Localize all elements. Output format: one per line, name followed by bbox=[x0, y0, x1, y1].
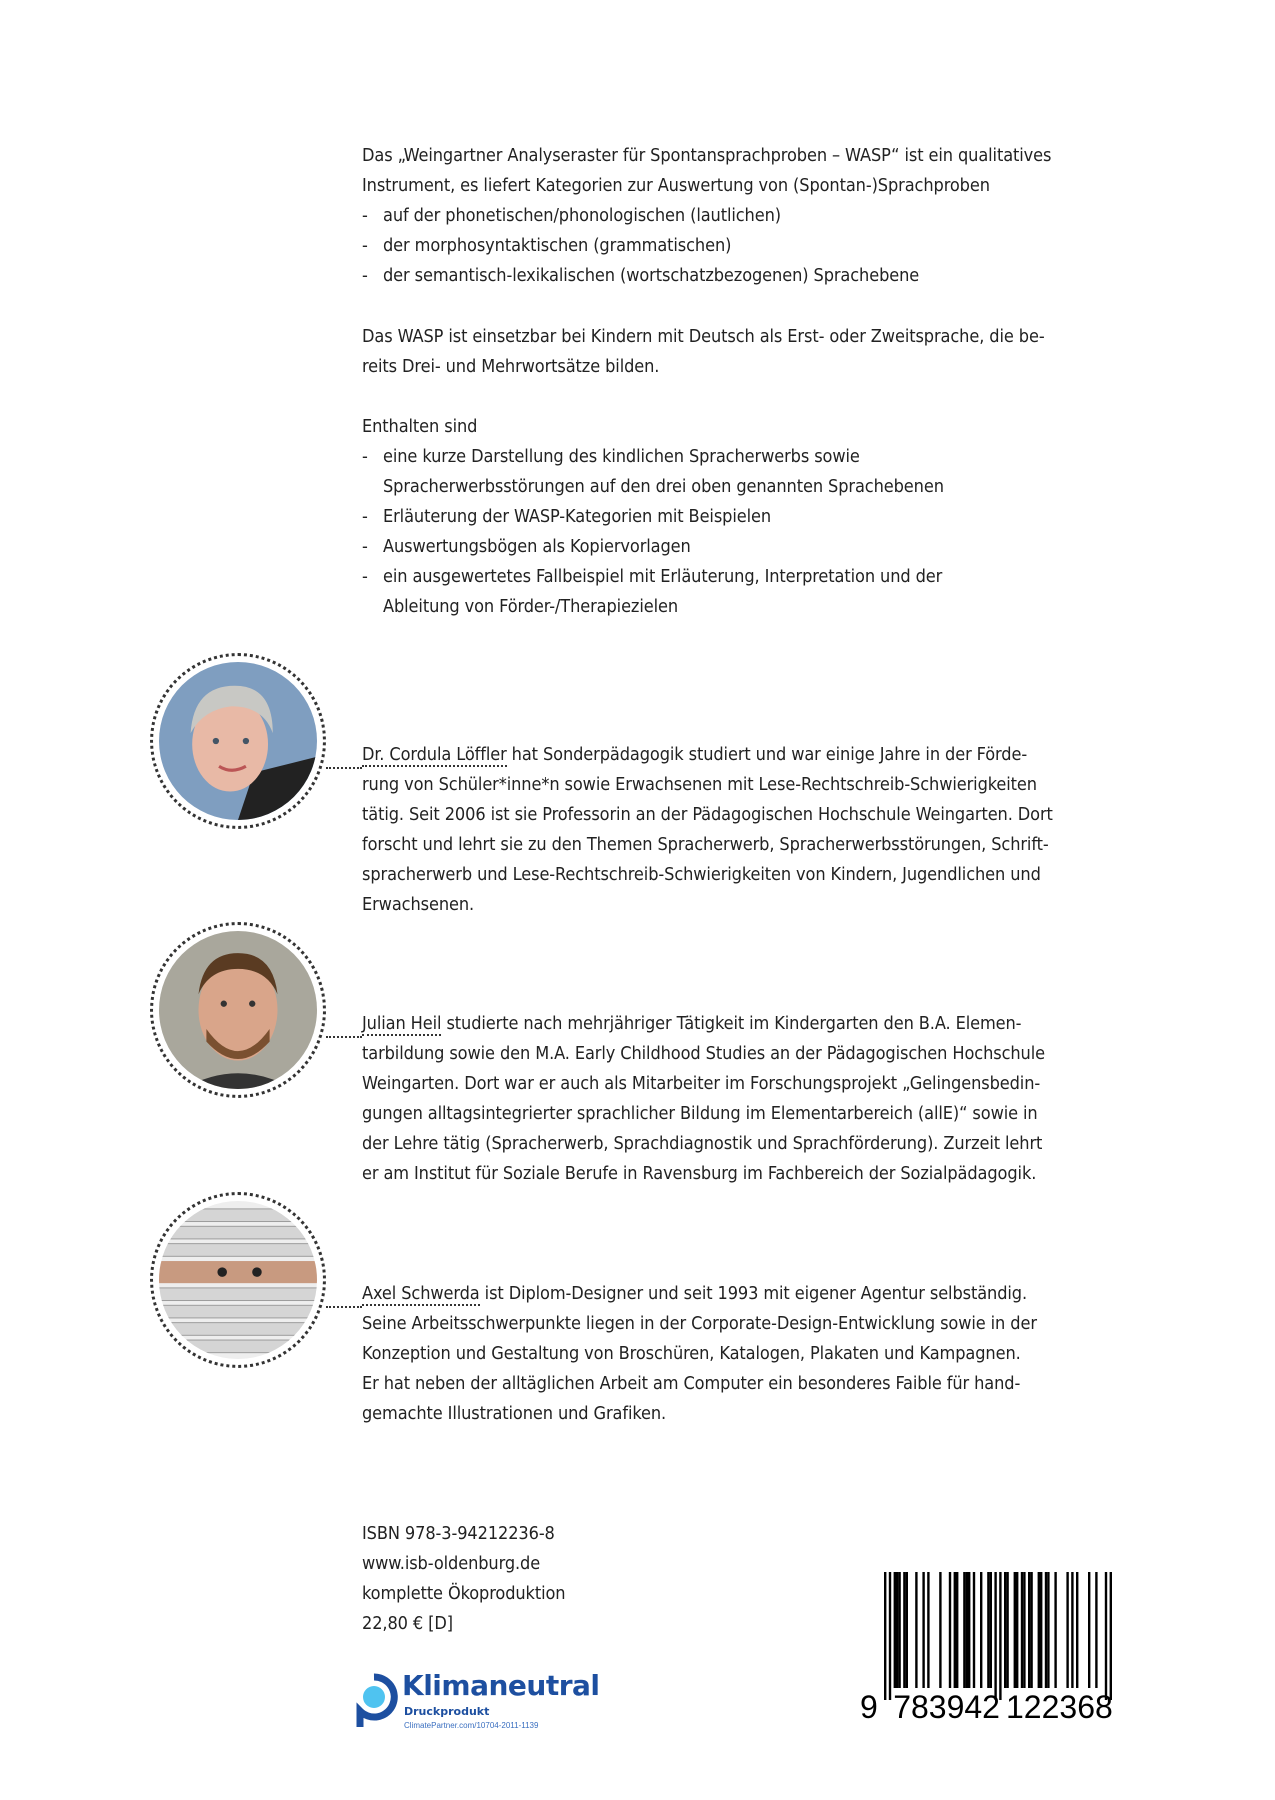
imprint bbox=[362, 1519, 565, 1639]
barcode-bar bbox=[968, 1572, 970, 1688]
isbn-barcode bbox=[858, 1572, 1122, 1722]
author-bio-loeffler bbox=[362, 740, 1053, 920]
barcode-bar bbox=[896, 1572, 898, 1688]
isbn: ISBN 978-3-94212236-8 bbox=[362, 1523, 555, 1544]
author-name: Axel Schwerda bbox=[362, 1283, 480, 1304]
barcode-bar bbox=[1023, 1572, 1025, 1688]
barcode-bar bbox=[987, 1572, 989, 1688]
barcode-digits-right: 122368 bbox=[1006, 1689, 1113, 1722]
connector-line bbox=[326, 1306, 362, 1308]
barcode-digit-first: 9 bbox=[860, 1689, 878, 1722]
barcode-bar bbox=[1038, 1572, 1040, 1688]
barcode-bar bbox=[927, 1572, 929, 1688]
barcode-bar bbox=[884, 1572, 886, 1700]
logo-reference: ClimatePartner.com/10704-2011-1139 bbox=[404, 1721, 539, 1730]
bullet-item: - Auswertungsbögen als Kopiervorlagen bbox=[362, 532, 944, 562]
bullet-item: - Erläuterung der WASP-Kategorien mit Beispielen bbox=[362, 502, 944, 532]
barcode-bar bbox=[898, 1572, 900, 1688]
barcode-bar bbox=[1040, 1572, 1042, 1688]
barcode-bar bbox=[1088, 1572, 1090, 1688]
logo-subtitle: Druckprodukt bbox=[404, 1705, 490, 1718]
bullet-item: - eine kurze Darstellung des kindlichen Spracherwerbs sowie bbox=[362, 442, 944, 472]
barcode-bar bbox=[1071, 1572, 1073, 1688]
barcode-bar bbox=[1047, 1572, 1049, 1688]
text-line: hat Sonderpädagogik studiert und war einige Jahre in der Förde- bbox=[506, 744, 1028, 765]
barcode-bar bbox=[1076, 1572, 1078, 1688]
text-line: gemachte Illustrationen und Grafiken. bbox=[362, 1403, 667, 1424]
author-name: Julian Heil bbox=[362, 1013, 442, 1034]
text-line: gungen alltagsintegrierter sprachlicher Bildung im Elementarbereich (allE)“ sowie in bbox=[362, 1103, 1038, 1124]
barcode-bar bbox=[1110, 1572, 1112, 1700]
text-line: spracherwerb und Lese-Rechtschreib-Schwierigkeiten von Kindern, Jugendlichen und bbox=[362, 864, 1041, 885]
barcode-bar bbox=[980, 1572, 982, 1688]
text-line: studierte nach mehrjähriger Tätigkeit im Kindergarten den B.A. Elemen- bbox=[441, 1013, 1022, 1034]
barcode-bar bbox=[894, 1572, 896, 1688]
author-photo-loeffler bbox=[150, 653, 326, 829]
klimaneutral-logo bbox=[350, 1665, 610, 1745]
text-line: Das WASP ist einsetzbar bei Kindern mit Deutsch als Erst- oder Zweitsprache, die be- bbox=[362, 326, 1045, 347]
text-line: der Lehre tätig (Spracherwerb, Sprachdiagnostik und Sprachförderung). Zurzeit lehrt bbox=[362, 1133, 1043, 1154]
contents-list bbox=[362, 412, 944, 622]
bullet-continuation: Spracherwerbsstörungen auf den drei oben genannten Sprachebenen bbox=[383, 476, 944, 497]
barcode-bar bbox=[922, 1572, 924, 1688]
barcode-bar bbox=[954, 1572, 956, 1688]
text-line: reits Drei- und Mehrwortsätze bilden. bbox=[362, 356, 660, 377]
text-line: forscht und lehrt sie zu den Themen Spracherwerb, Spracherwerbsstörungen, Schrift- bbox=[362, 834, 1049, 855]
barcode-bar bbox=[1045, 1572, 1047, 1688]
barcode-bar bbox=[956, 1572, 958, 1688]
barcode-bar bbox=[1105, 1572, 1107, 1700]
author-name: Dr. Cordula Löffler bbox=[362, 744, 507, 765]
barcode-bar bbox=[1030, 1572, 1032, 1688]
author-photo-heil bbox=[150, 922, 326, 1098]
barcode-bar bbox=[1016, 1572, 1018, 1688]
bullet-continuation: Ableitung von Förder-/Therapiezielen bbox=[383, 596, 679, 617]
text-line: tarbildung sowie den M.A. Early Childhood Studies an der Pädagogischen Hochschule bbox=[362, 1043, 1045, 1064]
barcode-bar bbox=[994, 1572, 996, 1700]
barcode-bar bbox=[889, 1572, 891, 1700]
barcode-bar bbox=[966, 1572, 968, 1688]
barcode-bar bbox=[906, 1572, 908, 1688]
text-line: rung von Schüler*inne*n sowie Erwachsenen mit Lese-Rechtschreib-Schwierigkeiten bbox=[362, 774, 1037, 795]
barcode-bar bbox=[903, 1572, 905, 1688]
intro-paragraph bbox=[362, 141, 1051, 291]
bullet-item: - ein ausgewertetes Fallbeispiel mit Erläuterung, Interpretation und der bbox=[362, 562, 944, 592]
barcode-bar bbox=[1021, 1572, 1023, 1688]
author-bio-schwerda bbox=[362, 1279, 1037, 1429]
usage-paragraph bbox=[362, 322, 1045, 382]
price: 22,80 € [D] bbox=[362, 1613, 453, 1634]
text-line: Weingarten. Dort war er auch als Mitarbeiter im Forschungsprojekt „Gelingensbedin- bbox=[362, 1073, 1041, 1094]
text-line: Das „Weingartner Analyseraster für Spontansprachproben – WASP“ ist ein qualitatives bbox=[362, 145, 1052, 166]
bullet-item: - der semantisch-lexikalischen (wortschatzbezogenen) Sprachebene bbox=[362, 261, 1051, 291]
text-line: Instrument, es liefert Kategorien zur Auswertung von (Spontan-)Sprachproben bbox=[362, 175, 990, 196]
connector-line bbox=[326, 1036, 362, 1038]
barcode-bar bbox=[1028, 1572, 1030, 1688]
barcode-bar bbox=[1014, 1572, 1016, 1688]
barcode-bar bbox=[1054, 1572, 1056, 1688]
barcode-bar bbox=[1006, 1572, 1008, 1688]
author-bio-heil bbox=[362, 1009, 1045, 1189]
barcode-bar bbox=[1066, 1572, 1068, 1688]
climate-partner-icon bbox=[350, 1673, 398, 1733]
barcode-bar bbox=[949, 1572, 951, 1688]
text-line: Konzeption und Gestaltung von Broschüren, Katalogen, Plakaten und Kampagnen. bbox=[362, 1343, 1021, 1364]
barcode-bar bbox=[990, 1572, 992, 1688]
barcode-bar bbox=[939, 1572, 941, 1688]
bullet-item: - der morphosyntaktischen (grammatischen) bbox=[362, 231, 1051, 261]
text-line: ist Diplom-Designer und seit 1993 mit eigener Agentur selbständig. bbox=[479, 1283, 1028, 1304]
bullet-item: - auf der phonetischen/phonologischen (lautlichen) bbox=[362, 201, 1051, 231]
barcode-bar bbox=[973, 1572, 975, 1688]
text-line: Seine Arbeitsschwerpunkte liegen in der Corporate-Design-Entwicklung sowie in der bbox=[362, 1313, 1037, 1334]
connector-line bbox=[326, 767, 362, 769]
contents-heading: Enthalten sind bbox=[362, 416, 478, 437]
barcode-bar bbox=[999, 1572, 1001, 1700]
barcode-bar bbox=[1004, 1572, 1006, 1688]
eco-note: komplette Ökoproduktion bbox=[362, 1583, 566, 1604]
text-line: Erwachsenen. bbox=[362, 894, 475, 915]
publisher-url[interactable]: www.isb-oldenburg.de bbox=[362, 1553, 541, 1574]
author-photo-schwerda bbox=[150, 1192, 326, 1368]
barcode-bar bbox=[1095, 1572, 1097, 1688]
text-line: Er hat neben der alltäglichen Arbeit am Computer ein besonderes Faible für hand- bbox=[362, 1373, 1021, 1394]
barcode-bar bbox=[915, 1572, 917, 1688]
barcode-bar bbox=[963, 1572, 965, 1688]
barcode-digits-left: 783942 bbox=[893, 1689, 1000, 1722]
text-line: tätig. Seit 2006 ist sie Professorin an der Pädagogischen Hochschule Weingarten. Dort bbox=[362, 804, 1053, 825]
text-line: er am Institut für Soziale Berufe in Ravensburg im Fachbereich der Sozialpädagogik. bbox=[362, 1163, 1037, 1184]
logo-title: Klimaneutral bbox=[402, 1669, 600, 1702]
